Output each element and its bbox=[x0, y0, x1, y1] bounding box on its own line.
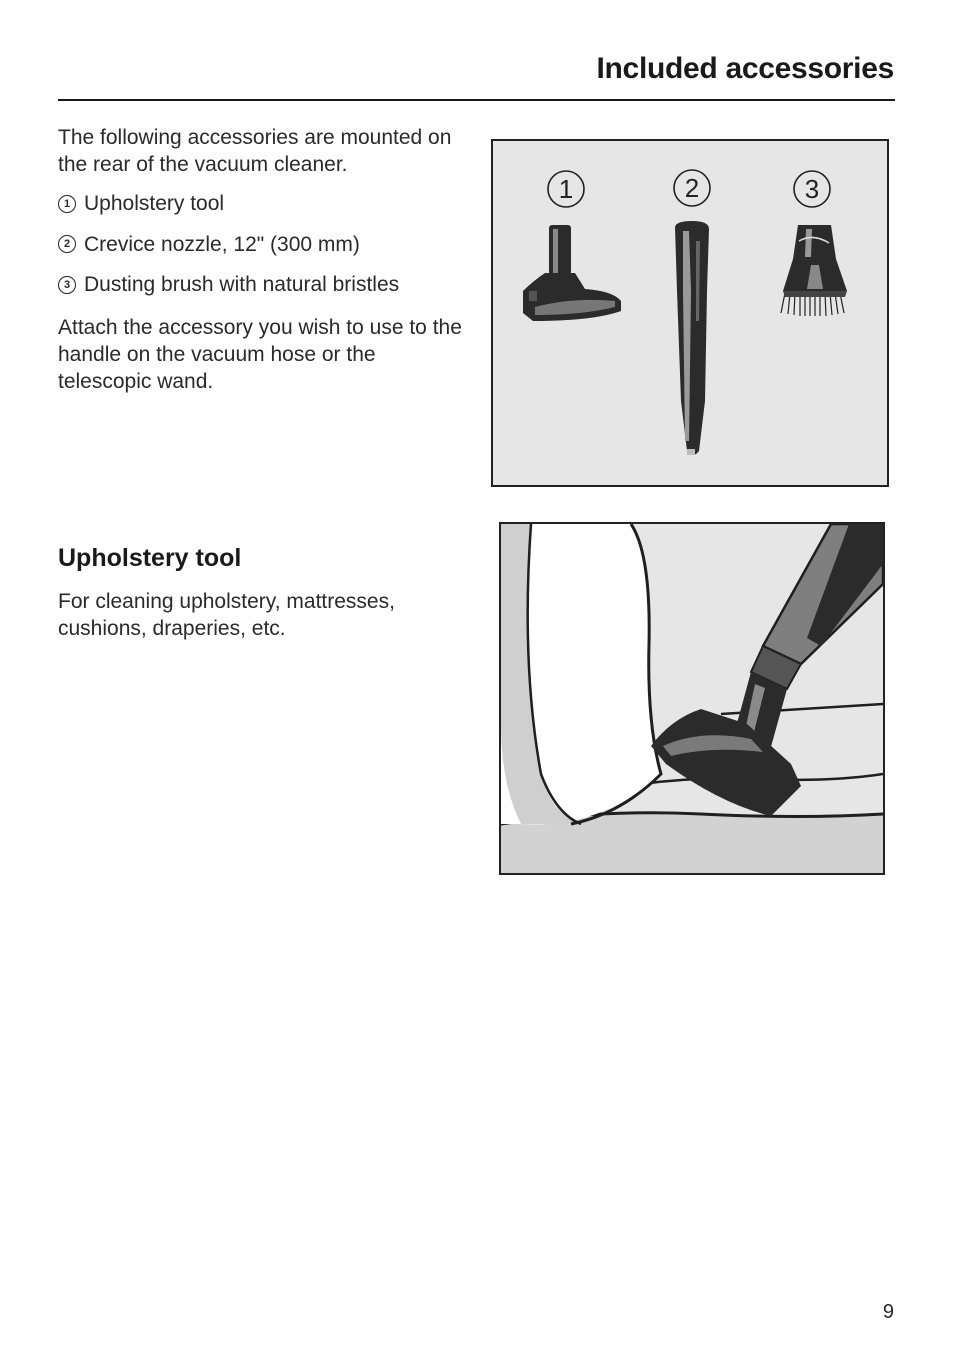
accessory-label: Crevice nozzle, 12" (300 mm) bbox=[84, 232, 360, 256]
intro-paragraph: The following accessories are mounted on the rear of the vacuum cleaner. bbox=[58, 126, 452, 176]
circled-number-badge: 1 bbox=[58, 195, 76, 213]
callout-1 bbox=[548, 171, 584, 207]
page-title: Included accessories bbox=[596, 52, 894, 85]
svg-text:3: 3 bbox=[804, 174, 820, 204]
callout-3 bbox=[794, 171, 830, 207]
upholstery-tool-icon bbox=[523, 225, 621, 321]
sofa-armrest-shape bbox=[501, 524, 661, 824]
svg-text:2: 2 bbox=[684, 173, 700, 203]
accessory-list bbox=[58, 190, 478, 312]
accessory-label: Upholstery tool bbox=[84, 192, 225, 215]
accessory-label: Dusting brush with natural bristles bbox=[84, 273, 400, 296]
circled-number-badge: 3 bbox=[58, 276, 76, 294]
list-item bbox=[58, 231, 478, 258]
title-divider bbox=[58, 99, 895, 101]
dusting-brush-icon bbox=[781, 225, 847, 316]
callout-2 bbox=[674, 170, 710, 206]
section-description: For cleaning upholstery, mattresses, cushions, draperies, etc. bbox=[58, 590, 395, 640]
attach-instructions: Attach the accessory you wish to use to the handle on the vacuum hose or the telescopic wand. bbox=[58, 316, 462, 393]
upholstery-usage-illustration bbox=[499, 522, 885, 875]
accessories-illustration bbox=[491, 139, 889, 487]
svg-text:1: 1 bbox=[558, 174, 574, 204]
list-item bbox=[58, 271, 478, 298]
list-item bbox=[58, 190, 478, 217]
section-heading: Upholstery tool bbox=[58, 544, 242, 572]
page-number: 9 bbox=[882, 1301, 894, 1323]
crevice-nozzle-icon bbox=[675, 221, 709, 455]
circled-number-badge: 2 bbox=[58, 235, 76, 253]
